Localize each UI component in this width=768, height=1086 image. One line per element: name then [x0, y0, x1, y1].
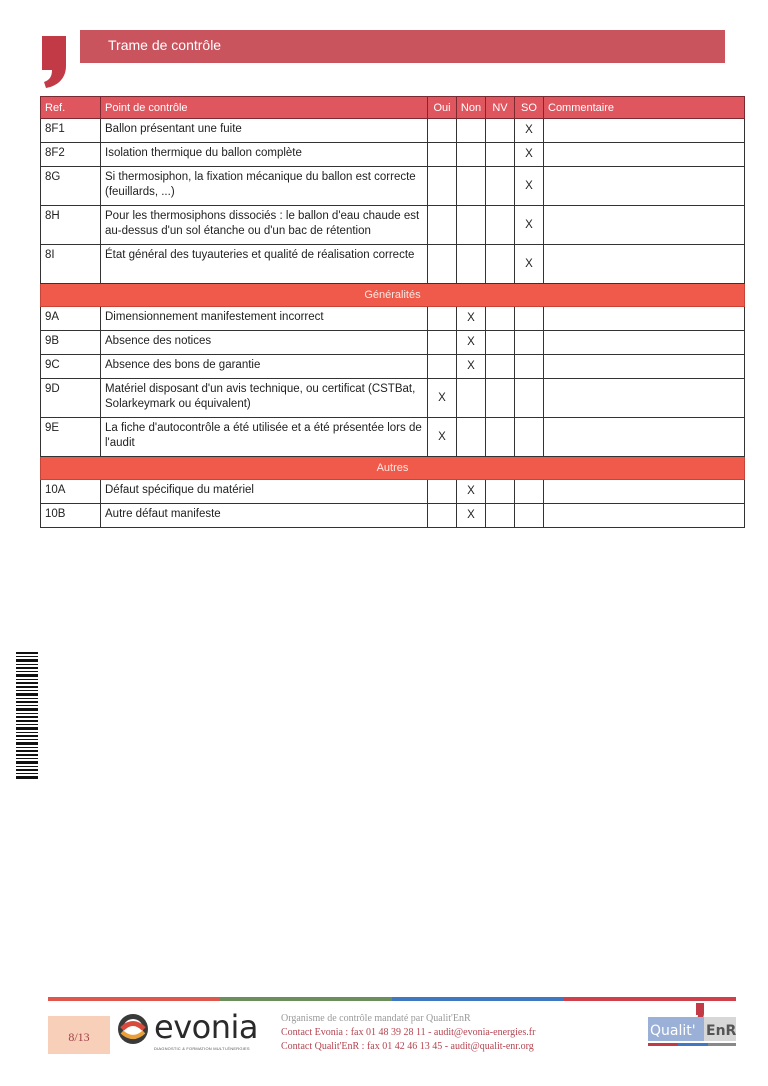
- section-label: Autres: [41, 457, 745, 480]
- cell-point: Pour les thermosiphons dissociés : le ballon d'eau chaude est au-dessus d'un sol étanche ou d'un bac de rétention: [101, 206, 428, 245]
- cell-non: [457, 245, 486, 284]
- cell-nv: [486, 331, 515, 355]
- cell-oui: [428, 331, 457, 355]
- cell-non: X: [457, 331, 486, 355]
- page-number: [48, 1016, 110, 1054]
- cell-point: État général des tuyauteries et qualité de réalisation correcte: [101, 245, 428, 284]
- col-oui: Oui: [428, 97, 457, 119]
- control-table: [40, 96, 745, 528]
- cell-comment: [544, 245, 745, 284]
- cell-so: X: [515, 119, 544, 143]
- cell-ref: 9A: [41, 307, 101, 331]
- cell-so: X: [515, 206, 544, 245]
- cell-oui: [428, 206, 457, 245]
- cell-non: [457, 119, 486, 143]
- col-point: Point de contrôle: [101, 97, 428, 119]
- cell-non: X: [457, 504, 486, 528]
- cell-point: Défaut spécifique du matériel: [101, 480, 428, 504]
- logo-tagline: DIAGNOSTIC & FORMATION MULTI-ÉNERGIES: [154, 1046, 250, 1051]
- cell-nv: [486, 504, 515, 528]
- footer-contact: [281, 1012, 535, 1054]
- cell-ref: 10A: [41, 480, 101, 504]
- cell-comment: [544, 119, 745, 143]
- cell-point: Isolation thermique du ballon complète: [101, 143, 428, 167]
- cell-point: Absence des bons de garantie: [101, 355, 428, 379]
- cell-point: Ballon présentant une fuite: [101, 119, 428, 143]
- col-so: SO: [515, 97, 544, 119]
- cell-nv: [486, 167, 515, 206]
- cell-so: X: [515, 245, 544, 284]
- cell-oui: [428, 143, 457, 167]
- cell-ref: 8F2: [41, 143, 101, 167]
- cell-so: [515, 331, 544, 355]
- cell-so: [515, 480, 544, 504]
- section-banner: [80, 30, 725, 63]
- table-row: [41, 331, 745, 355]
- evonia-logo: [116, 1008, 266, 1052]
- cell-oui: [428, 307, 457, 331]
- cell-oui: [428, 167, 457, 206]
- logo-wordmark: evonia: [154, 1008, 258, 1046]
- cell-non: [457, 143, 486, 167]
- cell-nv: [486, 119, 515, 143]
- cell-so: [515, 307, 544, 331]
- section-row: [41, 457, 745, 480]
- cell-so: X: [515, 143, 544, 167]
- cell-ref: 10B: [41, 504, 101, 528]
- cell-oui: X: [428, 418, 457, 457]
- evonia-swirl-icon: [116, 1012, 150, 1048]
- cell-comment: [544, 418, 745, 457]
- footer-color-line: [48, 997, 736, 1001]
- cell-non: [457, 206, 486, 245]
- cell-ref: 8H: [41, 206, 101, 245]
- cell-oui: [428, 245, 457, 284]
- cell-nv: [486, 480, 515, 504]
- qualit-enr-logo: [648, 1003, 736, 1049]
- cell-nv: [486, 355, 515, 379]
- col-commentaire: Commentaire: [544, 97, 745, 119]
- table-row: [41, 143, 745, 167]
- barcode-icon: [16, 652, 38, 780]
- cell-nv: [486, 143, 515, 167]
- cell-oui: [428, 480, 457, 504]
- col-non: Non: [457, 97, 486, 119]
- cell-point: Matériel disposant d'un avis technique, ou certificat (CSTBat, Solarkeymark ou équivalent): [101, 379, 428, 418]
- table-row: [41, 307, 745, 331]
- cell-ref: 9D: [41, 379, 101, 418]
- cell-non: X: [457, 480, 486, 504]
- cell-so: [515, 355, 544, 379]
- cell-ref: 9B: [41, 331, 101, 355]
- cell-non: X: [457, 307, 486, 331]
- cell-point: La fiche d'autocontrôle a été utilisée et a été présentée lors de l'audit: [101, 418, 428, 457]
- cell-oui: [428, 119, 457, 143]
- col-ref: Ref.: [41, 97, 101, 119]
- table-row: [41, 206, 745, 245]
- cell-so: [515, 504, 544, 528]
- cell-oui: [428, 504, 457, 528]
- cell-comment: [544, 355, 745, 379]
- svg-text:Qualit': Qualit': [650, 1023, 696, 1039]
- cell-nv: [486, 245, 515, 284]
- contact-line-2: Contact Evonia : fax 01 48 39 28 11 - audit@evonia-energies.fr: [281, 1027, 536, 1038]
- cell-comment: [544, 143, 745, 167]
- cell-so: X: [515, 167, 544, 206]
- cell-nv: [486, 379, 515, 418]
- table-body: [41, 119, 745, 528]
- cell-nv: [486, 206, 515, 245]
- table-row: [41, 119, 745, 143]
- cell-point: Dimensionnement manifestement incorrect: [101, 307, 428, 331]
- section-label: Généralités: [41, 284, 745, 307]
- section-row: [41, 284, 745, 307]
- cell-ref: 8I: [41, 245, 101, 284]
- table-row: [41, 418, 745, 457]
- svg-text:EnR: EnR: [706, 1023, 736, 1039]
- cell-so: [515, 379, 544, 418]
- cell-comment: [544, 307, 745, 331]
- cell-non: [457, 379, 486, 418]
- cell-comment: [544, 331, 745, 355]
- cell-comment: [544, 480, 745, 504]
- cell-oui: X: [428, 379, 457, 418]
- cell-comment: [544, 379, 745, 418]
- cell-ref: 9C: [41, 355, 101, 379]
- cell-comment: [544, 206, 745, 245]
- contact-line-1: Organisme de contrôle mandaté par Qualit'EnR: [281, 1013, 471, 1024]
- cell-non: [457, 167, 486, 206]
- brand-mark-icon: [40, 36, 70, 88]
- table-header-row: [41, 97, 745, 119]
- table-row: [41, 245, 745, 284]
- cell-so: [515, 418, 544, 457]
- table-row: [41, 504, 745, 528]
- cell-ref: 8F1: [41, 119, 101, 143]
- cell-ref: 9E: [41, 418, 101, 457]
- table-row: [41, 379, 745, 418]
- cell-non: X: [457, 355, 486, 379]
- cell-non: [457, 418, 486, 457]
- col-nv: NV: [486, 97, 515, 119]
- contact-line-3: Contact Qualit'EnR : fax 01 42 46 13 45 - audit@qualit-enr.org: [281, 1041, 534, 1052]
- page-title: Trame de contrôle: [108, 37, 222, 53]
- cell-comment: [544, 167, 745, 206]
- cell-point: Si thermosiphon, la fixation mécanique du ballon est correcte (feuillards, ...): [101, 167, 428, 206]
- table-row: [41, 355, 745, 379]
- page-number-text: 8/13: [68, 1030, 90, 1044]
- cell-point: Autre défaut manifeste: [101, 504, 428, 528]
- cell-comment: [544, 504, 745, 528]
- cell-ref: 8G: [41, 167, 101, 206]
- cell-point: Absence des notices: [101, 331, 428, 355]
- cell-nv: [486, 418, 515, 457]
- table-row: [41, 480, 745, 504]
- cell-oui: [428, 355, 457, 379]
- table-row: [41, 167, 745, 206]
- cell-nv: [486, 307, 515, 331]
